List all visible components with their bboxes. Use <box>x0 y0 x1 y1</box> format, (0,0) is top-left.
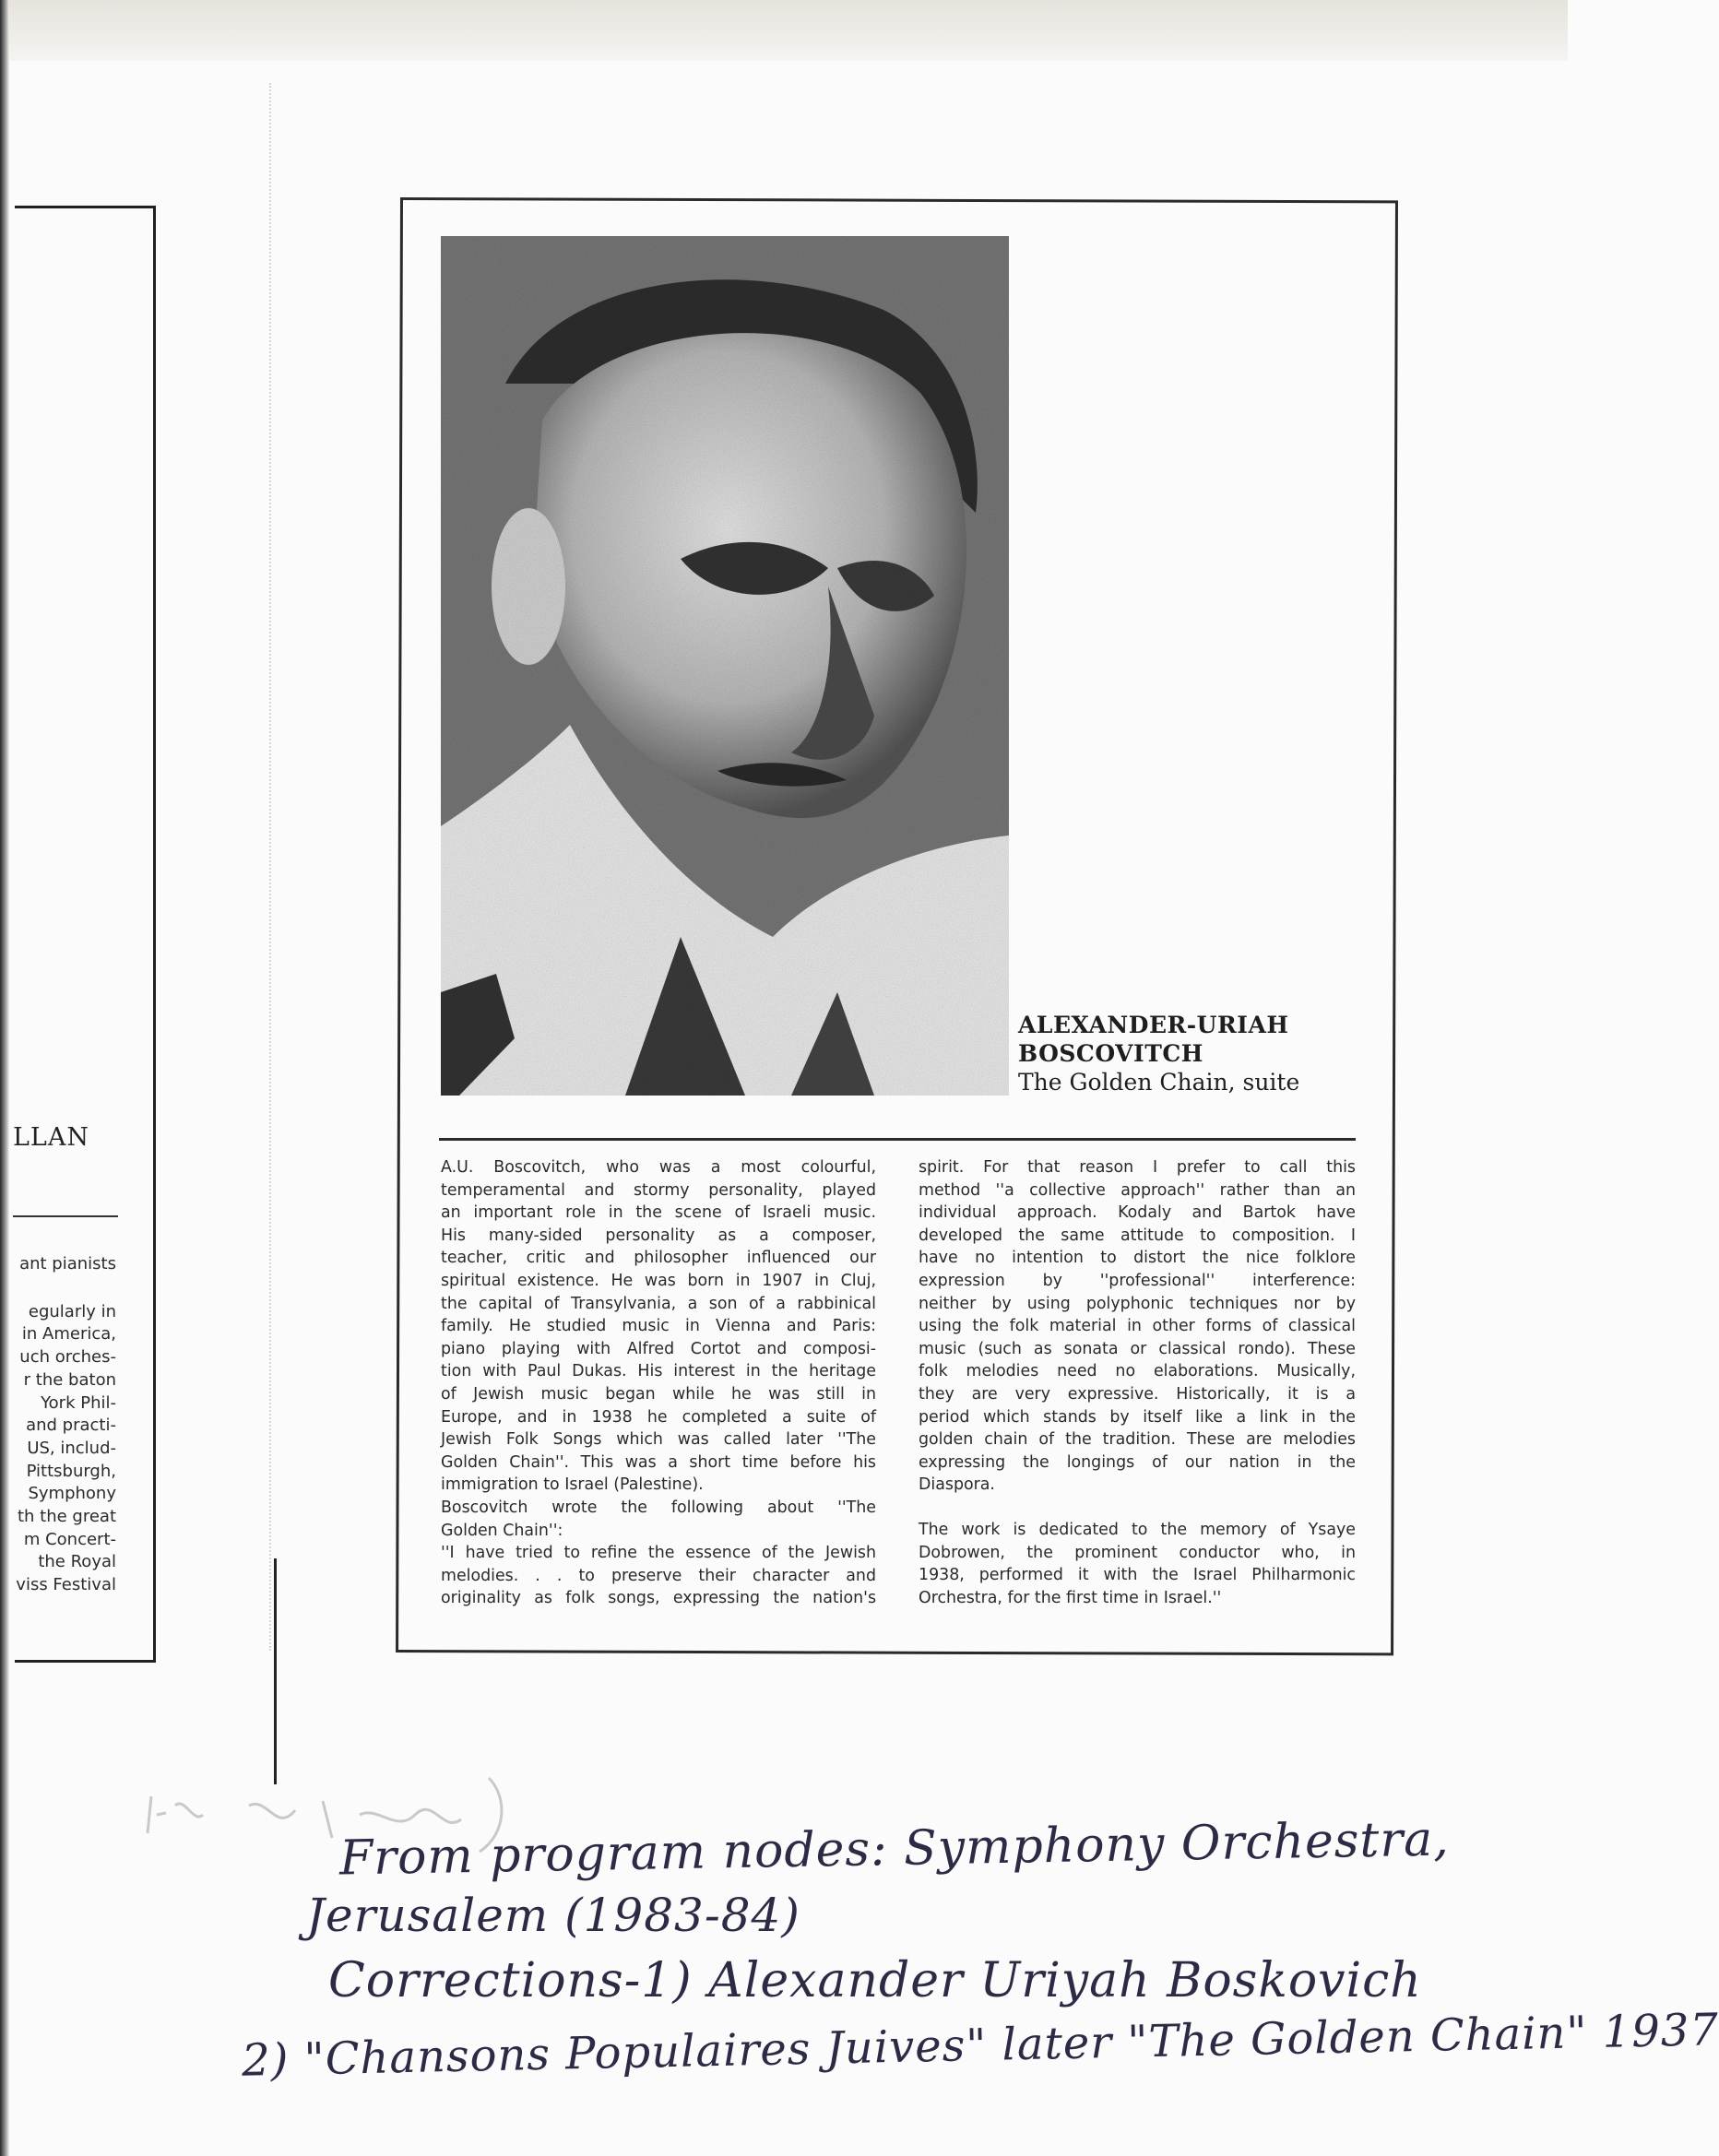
article-line: His many-sided personality as a composer, <box>441 1226 876 1245</box>
article-line: immigration to Israel (Palestine). <box>441 1475 704 1495</box>
previous-page-line <box>0 1276 116 1301</box>
previous-page-line: r the baton <box>23 1369 116 1390</box>
article-left-column <box>441 1156 876 1610</box>
article-right-paragraph-1 <box>919 1156 1356 1497</box>
article-line: method ''a collective approach'' rather than an <box>919 1180 1356 1200</box>
article-line: 1938, performed it with the Israel Philharmonic <box>919 1566 1356 1585</box>
article-line: Orchestra, for the first time in Israel.'' <box>919 1588 1222 1607</box>
article-line: Jewish Folk Songs which was called later ''The <box>441 1430 876 1450</box>
previous-page-rule <box>13 1215 118 1217</box>
previous-page-line: m Concert- <box>23 1529 116 1549</box>
previous-page-line: th the great <box>17 1507 116 1527</box>
previous-page-line: Symphony <box>28 1484 116 1504</box>
article-line: ''I have tried to refine the essence of the Jewish <box>441 1544 876 1563</box>
previous-page-heading: LLAN <box>13 1123 89 1152</box>
article-line: Golden Chain''. This was a short time before his <box>441 1452 876 1472</box>
article-line: individual approach. Kodaly and Bartok have <box>919 1203 1356 1223</box>
article-line: Golden Chain'': <box>441 1521 563 1540</box>
article-line: an important role in the scene of Israeli music. <box>441 1203 876 1223</box>
vertical-rule <box>274 1558 277 1784</box>
article-line: melodies. . . to preserve their character and <box>441 1566 876 1585</box>
article-line: piano playing with Alfred Cortot and composi- <box>441 1339 876 1358</box>
handwritten-note-line-1: From program nodes: Symphony Orchestra, <box>338 1811 1451 1887</box>
handwritten-note-line-4: 2) "Chansons Populaires Juives" later "The Golden Chain" 1937 <box>241 2004 1719 2087</box>
article-line: music (such as sonata or classical rondo). These <box>919 1339 1356 1358</box>
article-line: spirit. For that reason I prefer to call this <box>919 1158 1356 1177</box>
caption-divider <box>439 1138 1356 1141</box>
article-line: Dobrowen, the prominent conductor who, in <box>919 1543 1356 1562</box>
previous-page-text <box>0 1253 116 1597</box>
article-line: have no intention to distort the nice folklore <box>919 1249 1356 1268</box>
article-line: the capital of Transylvania, a son of a rabbinical <box>441 1294 876 1313</box>
scan-left-edge <box>0 0 9 2156</box>
previous-page-line: uch orches- <box>19 1347 116 1368</box>
portrait-image <box>441 236 1009 1096</box>
article-line: expressing the longings of our nation in the <box>919 1452 1356 1472</box>
article-right-paragraph-2 <box>919 1519 1356 1609</box>
previous-page-line: in America, <box>21 1324 116 1345</box>
handwritten-note-line-3: Corrections-1) Alexander Uriyah Boskovich <box>328 1953 1422 2008</box>
article-line: The work is dedicated to the memory of Ysaye <box>919 1520 1356 1539</box>
article-line: neither by using polyphonic techniques nor by <box>919 1294 1356 1313</box>
article-line: using the folk material in other forms of classical <box>919 1317 1356 1336</box>
article-line: Boscovitch wrote the following about ''The <box>441 1498 876 1517</box>
article-line: teacher, critic and philosopher influenced our <box>441 1249 876 1268</box>
composer-name-line2: BOSCOVITCH <box>1018 1040 1203 1067</box>
work-title: The Golden Chain, suite <box>1018 1069 1300 1096</box>
caption <box>1018 1011 1299 1097</box>
article-right-column <box>919 1156 1356 1609</box>
composer-portrait <box>441 236 1009 1096</box>
previous-page-line: Pittsburgh, <box>26 1461 116 1481</box>
article-line: family. He studied music in Vienna and Paris: <box>441 1317 876 1336</box>
previous-page-line: egularly in <box>28 1301 116 1321</box>
article-line: Europe, and in 1938 he completed a suite of <box>441 1407 876 1427</box>
article-line: of Jewish music began while he was still in <box>441 1384 876 1404</box>
handwritten-note-line-2: Jerusalem (1983-84) <box>306 1889 800 1942</box>
article-line: folk melodies need no elaborations. Musically, <box>919 1362 1356 1381</box>
scan-top-strip <box>0 0 1568 61</box>
article-line: tion with Paul Dukas. His interest in the heritage <box>441 1362 876 1381</box>
article-line: expression by ''professional'' interference: <box>919 1271 1356 1290</box>
article-line: originality as folk songs, expressing the nation's <box>441 1589 876 1608</box>
article-line: they are very expressive. Historically, it is a <box>919 1384 1356 1404</box>
previous-page-line: viss Festival <box>16 1575 116 1595</box>
previous-page-line: and practi- <box>26 1416 116 1436</box>
fold-mark <box>269 83 271 1651</box>
article-line: temperamental and stormy personality, played <box>441 1180 876 1200</box>
article-line: spiritual existence. He was born in 1907 in Cluj, <box>441 1271 876 1290</box>
article-line: golden chain of the tradition. These are melodies <box>919 1430 1356 1450</box>
article-line: developed the same attitude to composition. I <box>919 1226 1356 1245</box>
previous-page-line: ant pianists <box>19 1254 116 1273</box>
article-line: period which stands by itself like a link in the <box>919 1407 1356 1427</box>
previous-page-line: US, includ- <box>27 1438 116 1458</box>
article-line: Diaspora. <box>919 1475 995 1495</box>
article-line: A.U. Boscovitch, who was a most colourful, <box>441 1158 876 1177</box>
previous-page-line: York Phil- <box>41 1392 116 1413</box>
composer-name-line1: ALEXANDER-URIAH <box>1018 1012 1289 1038</box>
previous-page-line: the Royal <box>38 1552 116 1572</box>
